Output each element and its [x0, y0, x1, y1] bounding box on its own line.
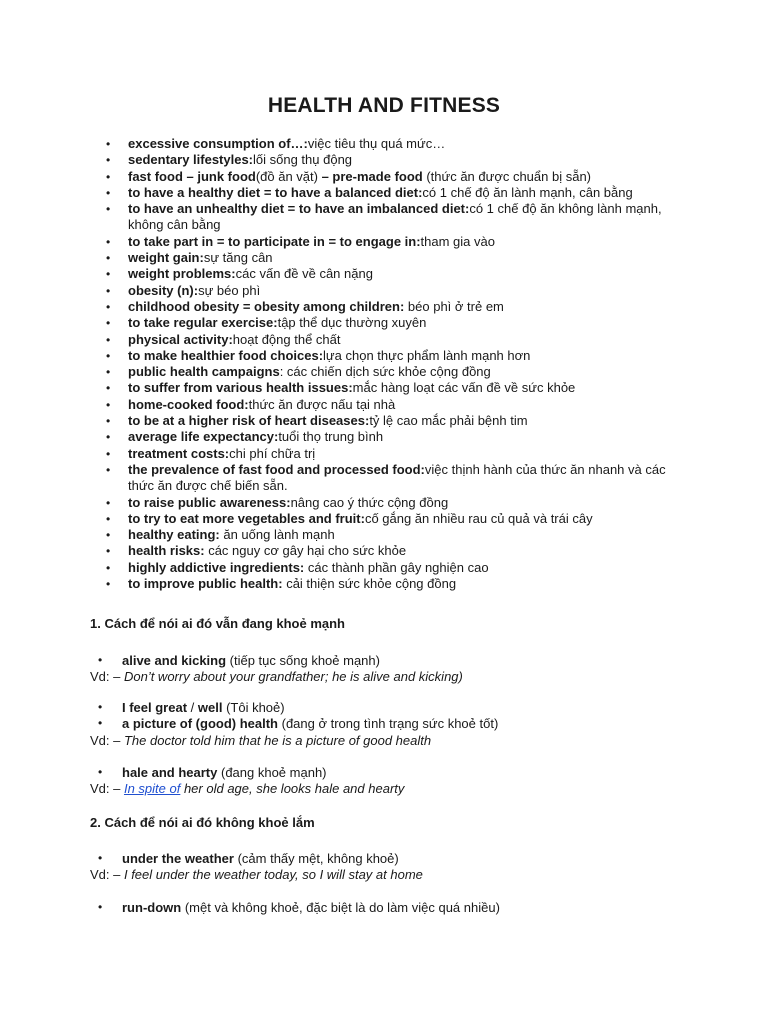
- list-item: [0, 299, 768, 315]
- list-item: [0, 380, 768, 396]
- list-item: [0, 495, 768, 511]
- meaning: tập thể dục thường xuyên: [277, 315, 427, 331]
- meaning: có 1 chế độ ăn không lành mạnh, không cân bằng: [128, 201, 662, 233]
- meaning: sự tăng cân: [203, 250, 273, 266]
- page-title: HEALTH AND FITNESS: [267, 94, 501, 117]
- term: to try to eat more vegetables and fruit:: [128, 510, 365, 526]
- meaning: có 1 chế độ ăn lành mạnh, cân bằng: [422, 184, 633, 200]
- term: health risks:: [128, 543, 205, 559]
- meaning: các vấn đề về cân nặng: [235, 266, 373, 282]
- meaning: nâng cao ý thức cộng đồng: [290, 494, 449, 510]
- section-1-heading: 1. Cách để nói ai đó vẫn đang khoẻ mạnh: [90, 616, 345, 631]
- idiom-term: a picture of (good) health: [122, 716, 278, 731]
- idiom-feel-great: [122, 700, 285, 715]
- idiom-meaning: (đang ở trong tình trạng sức khoẻ tốt): [278, 716, 499, 731]
- list-item: [0, 511, 768, 527]
- term: physical activity:: [128, 331, 233, 347]
- term: to be at a higher risk of heart diseases:: [128, 413, 370, 429]
- term: to make healthier food choices:: [128, 347, 324, 363]
- list-item: [0, 560, 768, 576]
- term: healthy eating:: [128, 527, 220, 543]
- idiom-meaning: (đang khoẻ mạnh): [217, 765, 327, 780]
- example-text: The doctor told him that he is a picture of good health: [123, 733, 432, 748]
- list-item: [0, 136, 768, 152]
- meaning: cố gắng ăn nhiều rau củ quả và trái cây: [364, 510, 593, 526]
- list-item: [0, 185, 768, 201]
- meaning: lối sống thụ động: [253, 152, 353, 168]
- meaning: cải thiện sức khỏe cộng đồng: [282, 576, 457, 592]
- meaning: tuổi thọ trung bình: [278, 429, 384, 445]
- in-spite-of-link[interactable]: In spite of: [123, 781, 181, 796]
- meaning: việc thịnh hành của thức ăn nhanh và các thức ăn được chế biến sẵn.: [128, 461, 666, 494]
- idiom-separator: /: [187, 700, 198, 715]
- list-item: [0, 348, 768, 364]
- example-prefix: Vd: –: [90, 781, 124, 796]
- meaning: hoạt động thể chất: [232, 331, 341, 347]
- meaning-secondary: (thức ăn được chuẩn bị sẵn): [422, 168, 592, 184]
- term: average life expectancy:: [128, 429, 279, 445]
- list-item: [0, 397, 768, 413]
- list-item: [0, 283, 768, 299]
- example-text: her old age, she looks hale and hearty: [180, 781, 405, 796]
- meaning: sự béo phì: [198, 282, 261, 298]
- term: weight gain:: [128, 250, 204, 266]
- meaning: ăn uống lành mạnh: [219, 527, 335, 543]
- meaning: việc tiêu thụ quá mức…: [307, 136, 446, 151]
- list-item: [0, 250, 768, 266]
- meaning: (đồ ăn vặt): [255, 168, 322, 184]
- term: fast food – junk food: [128, 168, 256, 184]
- list-item: [0, 234, 768, 250]
- idiom-meaning: (mệt và không khoẻ, đặc biệt là do làm việc quá nhiều): [181, 900, 500, 915]
- term: to raise public awareness:: [128, 494, 291, 510]
- example-text: I feel under the weather today, so I will stay at home: [123, 867, 423, 882]
- idiom-meaning: (Tôi khoẻ): [222, 700, 285, 715]
- list-item: [0, 429, 768, 445]
- idiom-hale-and-hearty: [122, 765, 327, 780]
- list-item: [0, 527, 768, 543]
- term: to have an unhealthy diet = to have an imbalanced diet:: [128, 201, 470, 217]
- example-text: Don’t worry about your grandfather; he is alive and kicking): [123, 669, 463, 684]
- meaning: tham gia vào: [420, 233, 495, 249]
- term: treatment costs:: [128, 445, 230, 461]
- term: to improve public health:: [128, 576, 283, 592]
- list-item: [0, 332, 768, 348]
- example-prefix: Vd: –: [90, 867, 124, 882]
- section-2-heading: 2. Cách để nói ai đó không khoẻ lắm: [90, 815, 315, 830]
- meaning: chi phí chữa trị: [229, 445, 316, 461]
- term: to take part in = to participate in = to engage in:: [128, 233, 421, 249]
- idiom-term: alive and kicking: [122, 653, 227, 668]
- list-item: [0, 266, 768, 282]
- term: home-cooked food:: [128, 396, 249, 412]
- term: obesity (n):: [128, 282, 199, 298]
- idiom-under-the-weather: [122, 851, 399, 866]
- idiom-run-down: [122, 900, 500, 915]
- term: the prevalence of fast food and processed food:: [128, 461, 425, 477]
- vocabulary-list: [0, 136, 768, 592]
- idiom-term: hale and hearty: [122, 765, 218, 780]
- term: to have a healthy diet = to have a balanced diet:: [128, 184, 423, 200]
- term: sedentary lifestyles:: [128, 152, 254, 168]
- list-item: [0, 364, 768, 380]
- example-sentence: [90, 669, 463, 684]
- meaning: : các chiến dịch sức khỏe cộng đồng: [279, 364, 491, 380]
- list-item: [0, 543, 768, 559]
- example-sentence: [90, 781, 404, 796]
- example-prefix: Vd: –: [90, 669, 124, 684]
- term: public health campaigns: [128, 364, 280, 380]
- idiom-alive-and-kicking: [122, 653, 380, 668]
- meaning: mắc hàng loạt các vấn đề về sức khỏe: [352, 380, 576, 396]
- idiom-term: under the weather: [122, 851, 234, 866]
- term: childhood obesity = obesity among children:: [128, 298, 405, 314]
- term: to take regular exercise:: [128, 315, 278, 331]
- meaning: tỷ lệ cao mắc phải bệnh tim: [369, 413, 528, 429]
- term-secondary: – pre-made food: [321, 168, 423, 184]
- idiom-term-alt: well: [197, 700, 223, 715]
- list-item: [0, 462, 768, 495]
- term: excessive consumption of…:: [128, 136, 308, 151]
- idiom-picture-of-health: [122, 716, 498, 731]
- list-item: [0, 576, 768, 592]
- meaning: béo phì ở trẻ em: [404, 298, 504, 314]
- term: highly addictive ingredients:: [128, 559, 305, 575]
- meaning: lựa chọn thực phẩm lành mạnh hơn: [323, 347, 531, 363]
- example-prefix: Vd: –: [90, 733, 124, 748]
- list-item: [0, 152, 768, 168]
- example-sentence: [90, 733, 431, 748]
- term: weight problems:: [128, 266, 236, 282]
- list-item: [0, 201, 768, 234]
- term: to suffer from various health issues:: [128, 380, 353, 396]
- example-sentence: [90, 867, 423, 882]
- meaning: các thành phần gây nghiện cao: [304, 559, 489, 575]
- list-item: [0, 169, 768, 185]
- list-item: [0, 446, 768, 462]
- list-item: [0, 413, 768, 429]
- idiom-term: run-down: [122, 900, 182, 915]
- meaning: thức ăn được nấu tại nhà: [248, 396, 396, 412]
- list-item: [0, 315, 768, 331]
- idiom-meaning: (cảm thấy mệt, không khoẻ): [233, 851, 399, 866]
- meaning: các nguy cơ gây hại cho sức khỏe: [204, 543, 407, 559]
- idiom-term: I feel great: [122, 700, 188, 715]
- idiom-meaning: (tiếp tục sống khoẻ mạnh): [226, 653, 380, 668]
